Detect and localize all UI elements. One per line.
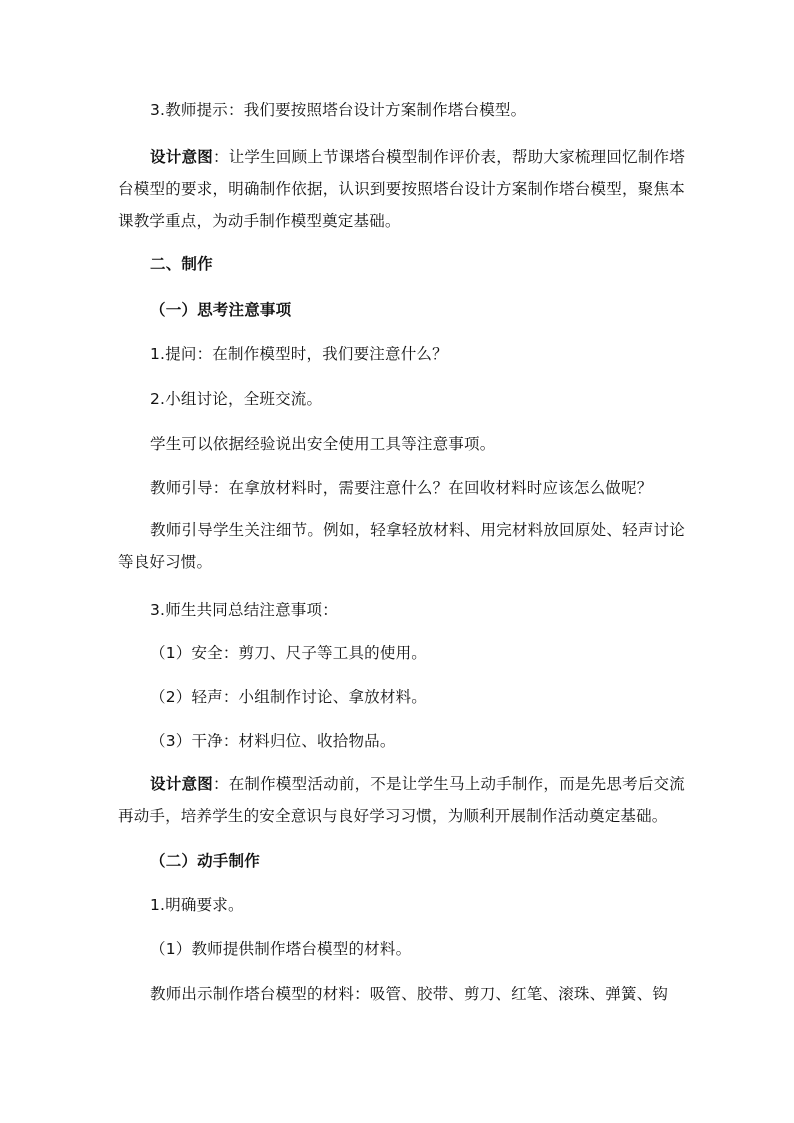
paragraph-question: 1.提问：在制作模型时，我们要注意什么？	[150, 345, 448, 363]
paragraph-materials-list	[150, 978, 685, 1010]
paragraph-teacher-guide: 教师引导：在拿放材料时，需要注意什么？在回收材料时应该怎么做呢？	[150, 479, 653, 497]
paragraph-summary: 3.师生共同总结注意事项：	[150, 601, 338, 619]
design-intent-2	[118, 768, 685, 832]
design-intent-label: 设计意图	[150, 148, 213, 166]
paragraph-requirements: 1.明确要求。	[150, 896, 244, 914]
design-intent-label: 设计意图	[150, 775, 213, 793]
materials-text: ：吸管、胶带、剪刀、红笔、滚珠、弹簧、钩	[354, 985, 669, 1003]
list-item-clean: （3）干净：材料归位、收拾物品。	[150, 732, 396, 750]
paragraph-teacher-details: 教师引导学生关注细节。例如，轻拿轻放材料、用完材料放回原处、轻声讨论等良好习惯。	[118, 521, 685, 571]
subsection-heading-notes: （一）思考注意事项	[150, 301, 292, 319]
design-intent-text: ：让学生回顾上节课塔台模型制作评价表，帮助大家梳理回忆制作塔台模型的要求，明确制作依据，认识到要按照塔台设计方案制作塔台模型，聚焦本课教学重点，为动手制作模型奠定基础。	[118, 148, 685, 230]
section-heading-make: 二、制作	[150, 255, 213, 273]
paragraph-teacher-hint: 3.教师提示：我们要按照塔台设计方案制作塔台模型。	[150, 101, 527, 119]
design-intent-text: ：在制作模型活动前，不是让学生马上动手制作，而是先思考后交流再动手，培养学生的安全意识与良好学习习惯，为顺利开展制作活动奠定基础。	[118, 775, 685, 825]
paragraph-student-experience: 学生可以依据经验说出安全使用工具等注意事项。	[150, 435, 496, 453]
list-item-quiet: （2）轻声：小组制作讨论、拿放材料。	[150, 688, 427, 706]
design-intent-1	[118, 141, 685, 237]
paragraph-group-discussion: 2.小组讨论，全班交流。	[150, 390, 323, 408]
materials-label: 教师出示制作塔台模型的材料	[150, 985, 355, 1003]
paragraph-materials-provided: （1）教师提供制作塔台模型的材料。	[150, 940, 412, 958]
subsection-heading-hands-on: （二）动手制作	[150, 852, 260, 870]
list-item-safety: （1）安全：剪刀、尺子等工具的使用。	[150, 644, 427, 662]
